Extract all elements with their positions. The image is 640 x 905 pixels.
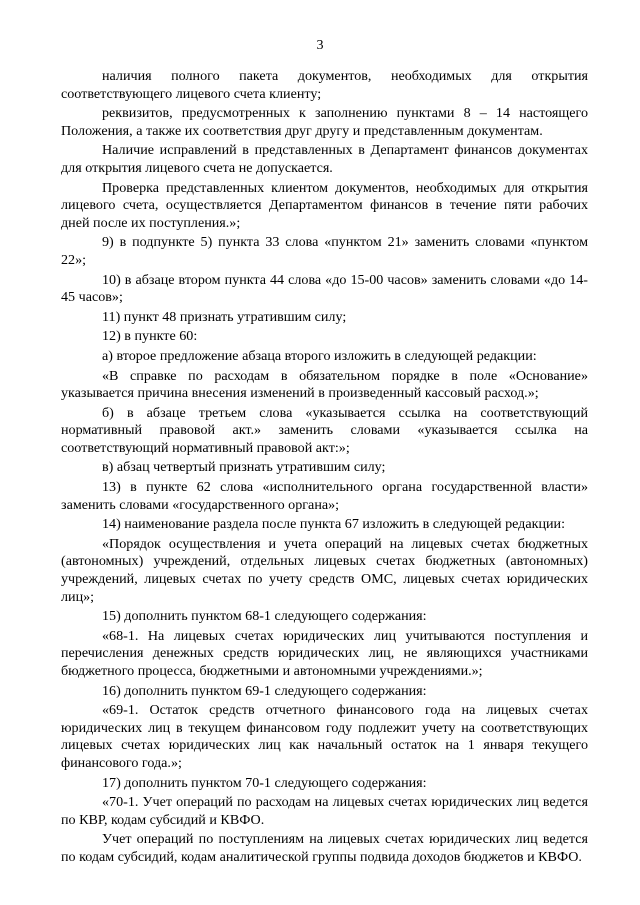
paragraph: 10) в абзаце втором пункта 44 слова «до 15-00 часов» заменить словами «до 14-45 часов»; bbox=[61, 271, 588, 306]
paragraph: наличия полного пакета документов, необходимых для открытия соответствующего лицевого счета клиенту; bbox=[61, 68, 588, 102]
paragraph: реквизитов, предусмотренных к заполнению пунктами 8 – 14 настоящего Положения, а также их соответствия друг другу и представленным документам. bbox=[61, 105, 588, 139]
paragraph: а) второе предложение абзаца второго изложить в следующей редакции: bbox=[102, 347, 537, 364]
paragraph: 16) дополнить пунктом 69-1 следующего содержания: bbox=[102, 682, 427, 699]
paragraph: 11) пункт 48 признать утратившим силу; bbox=[102, 308, 347, 325]
paragraph: 13) в пункте 62 слова «исполнительного органа государственной власти» заменить словами «государственного органа»; bbox=[61, 479, 588, 513]
paragraph: «В справке по расходам в обязательном порядке в поле «Основание» указывается причина внесения изменений в произведенный кассовый расход.»; bbox=[61, 367, 588, 402]
paragraph: 17) дополнить пунктом 70-1 следующего содержания: bbox=[102, 774, 427, 791]
paragraph: Учет операций по поступлениям на лицевых счетах юридических лиц ведется по кодам субсидий, кодам аналитической группы подвида доходов бюджетов и КВФО. bbox=[61, 831, 588, 865]
page-number: 3 bbox=[316, 37, 324, 53]
document-body bbox=[61, 68, 588, 869]
paragraph: «69-1. Остаток средств отчетного финансового года на лицевых счетах юридических лиц в текущем финансовом году подлежит учету на соответствующих лицевых счетах юридических лиц как начальный остаток на 1 января текущего финансового года.»; bbox=[61, 702, 588, 771]
paragraph: Проверка представленных клиентом документов, необходимых для открытия лицевого счета, осуществляется Департаментом финансов в течение пяти рабочих дней после их поступления.»; bbox=[61, 179, 588, 231]
paragraph: б) в абзаце третьем слова «указывается ссылка на соответствующий нормативный правовой акт.» заменить словами «указывается ссылка на соответствующий нормативный правовой акт:»; bbox=[61, 404, 588, 456]
paragraph: «68-1. На лицевых счетах юридических лиц учитываются поступления и перечисления денежных средств юридических лиц, не являющихся участниками бюджетного процесса, бюджетными и автономными учреждениями.»; bbox=[61, 627, 588, 679]
paragraph: 12) в пункте 60: bbox=[102, 328, 198, 345]
paragraph: 14) наименование раздела после пункта 67 изложить в следующей редакции: bbox=[102, 516, 566, 533]
paragraph: 15) дополнить пунктом 68-1 следующего содержания: bbox=[102, 608, 427, 625]
paragraph: в) абзац четвертый признать утратившим силу; bbox=[102, 459, 386, 476]
paragraph: Наличие исправлений в представленных в Департамент финансов документах для открытия лицевого счета не допускается. bbox=[61, 142, 588, 176]
paragraph: 9) в подпункте 5) пункта 33 слова «пунктом 21» заменить словами «пунктом 22»; bbox=[61, 234, 588, 268]
paragraph: «70-1. Учет операций по расходам на лицевых счетах юридических лиц ведется по КВР, кодам субсидий и КВФО. bbox=[61, 794, 588, 828]
paragraph: «Порядок осуществления и учета операций на лицевых счетах бюджетных (автономных) учреждений, отдельных лицевых счетах бюджетных (автономных) учреждений, лицевых счетах по учету средств ОМС, лицевых счетах юридических лиц»; bbox=[61, 535, 588, 605]
